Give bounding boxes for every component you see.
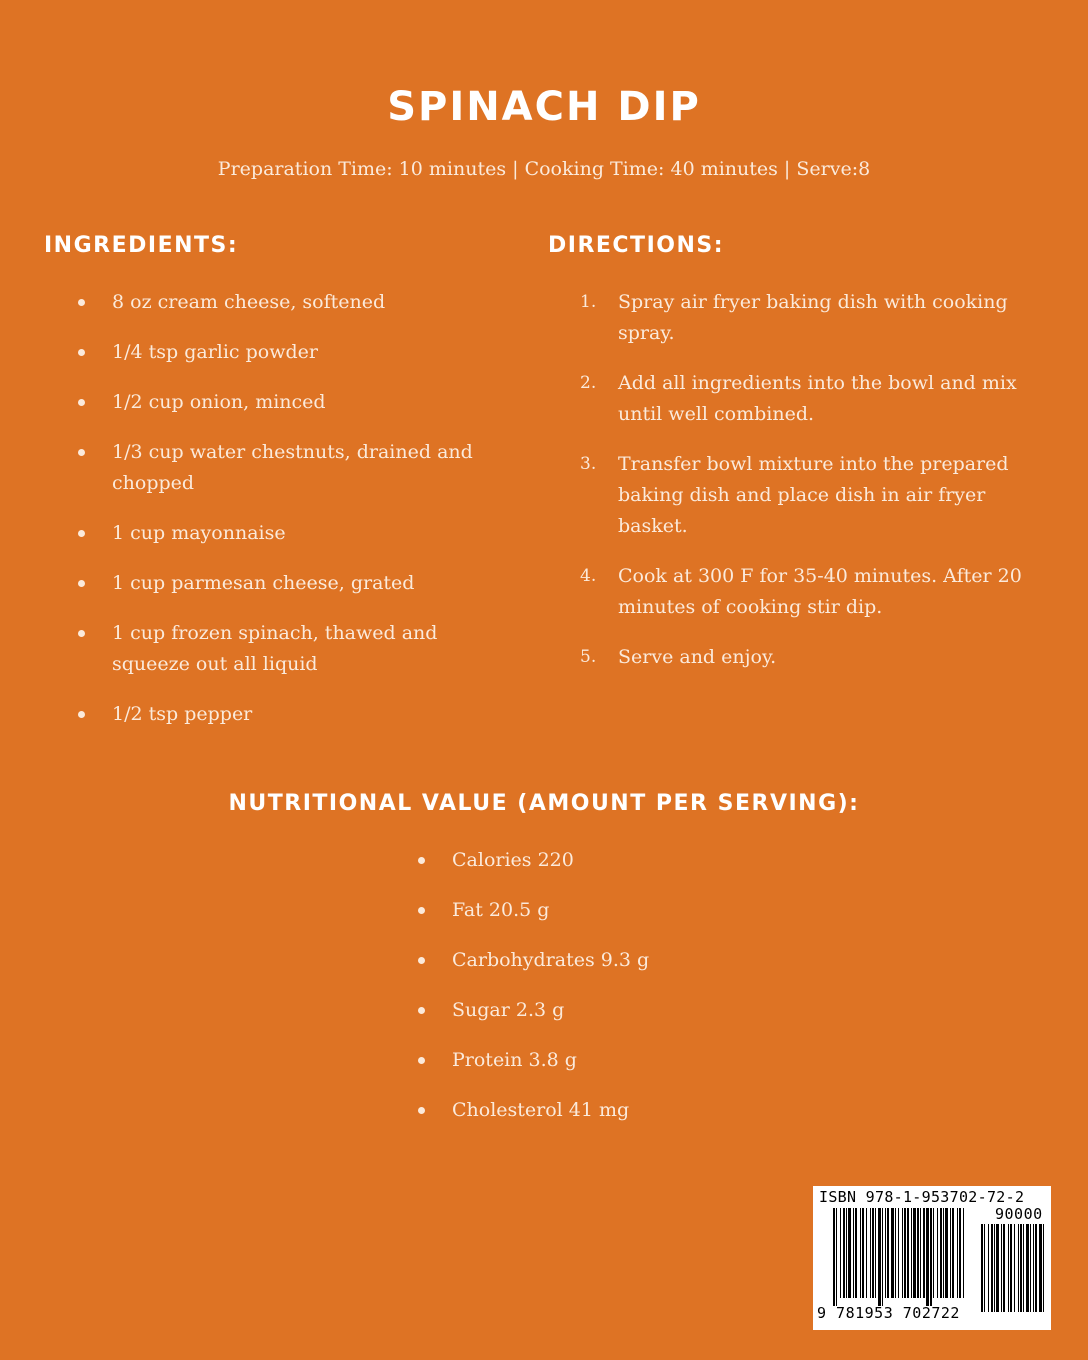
ingredient-item: 1/4 tsp garlic powder [74, 337, 514, 368]
barcode-bar [878, 1208, 881, 1306]
step-number: 5. [580, 647, 597, 667]
barcode-bar [911, 1208, 912, 1298]
direction-step [580, 368, 1030, 430]
barcode-bar [862, 1208, 864, 1298]
directions-heading: DIRECTIONS: [548, 233, 725, 258]
barcode-bar [1026, 1224, 1029, 1312]
nutrition-item: Fat 20.5 g [414, 895, 774, 926]
ingredient-item: 8 oz cream cheese, softened [74, 287, 514, 318]
barcode-bar [860, 1208, 861, 1298]
barcode-bar [1018, 1224, 1019, 1312]
barcode-bar [1020, 1224, 1022, 1312]
barcode-bar [872, 1208, 874, 1298]
barcode-bar [923, 1208, 925, 1298]
barcode-bar [988, 1224, 989, 1312]
barcode-bar [940, 1208, 942, 1298]
barcode-bar [836, 1208, 837, 1306]
direction-step [580, 642, 1030, 673]
barcode-bar [1010, 1224, 1012, 1312]
barcode-bar [898, 1208, 899, 1298]
barcode-bar [891, 1208, 894, 1298]
barcode-bar [984, 1224, 985, 1312]
ingredients-heading: INGREDIENTS: [44, 233, 239, 258]
step-text: Transfer bowl mixture into the prepared baking dish and place dish in air fryer basket. [618, 453, 1009, 537]
isbn-barcode [813, 1186, 1051, 1330]
step-number: 4. [580, 566, 597, 586]
barcode-bar [846, 1208, 847, 1298]
barcode-bar [950, 1208, 951, 1298]
barcode-bar [866, 1208, 867, 1298]
barcode-bar [855, 1208, 857, 1298]
barcode-bar [920, 1208, 921, 1298]
barcode-bar [853, 1208, 854, 1298]
barcode-bar [994, 1224, 995, 1312]
direction-step [580, 287, 1030, 349]
barcode-bar [1003, 1224, 1005, 1312]
ingredients-list [74, 287, 514, 749]
barcode-bar [952, 1208, 954, 1298]
step-text: Add all ingredients into the bowl and mix until well combined. [618, 372, 1017, 425]
ingredient-item: 1/3 cup water chestnuts, drained and chopped [74, 437, 514, 499]
barcode-bar [1014, 1224, 1015, 1312]
barcode-bar [882, 1208, 883, 1306]
barcode-bar [945, 1208, 948, 1298]
barcode-bar [902, 1208, 903, 1298]
barcode-bar [926, 1208, 929, 1306]
ingredient-item: 1/2 tsp pepper [74, 699, 514, 730]
nutrition-item: Sugar 2.3 g [414, 995, 774, 1026]
barcode-bar [904, 1208, 906, 1298]
nutrition-item: Carbohydrates 9.3 g [414, 945, 774, 976]
barcode-bar [1030, 1224, 1031, 1312]
nutrition-item: Calories 220 [414, 845, 774, 876]
nutrition-list [414, 845, 774, 1145]
barcode-bar [887, 1208, 889, 1298]
direction-step [580, 449, 1030, 542]
nutrition-item: Cholesterol 41 mg [414, 1095, 774, 1126]
barcode-bar [963, 1208, 964, 1298]
barcode-bar [959, 1208, 961, 1298]
ingredient-item: 1 cup frozen spinach, thawed and squeeze out all liquid [74, 618, 514, 680]
barcode-bar [870, 1208, 871, 1298]
barcode-bar [991, 1224, 993, 1312]
barcode-bar [875, 1208, 876, 1298]
step-number: 1. [580, 292, 597, 312]
barcode-bar [848, 1208, 851, 1298]
step-number: 3. [580, 454, 597, 474]
nutrition-heading: NUTRITIONAL VALUE (AMOUNT PER SERVING): [228, 791, 860, 816]
barcode-bar [937, 1208, 938, 1298]
barcode-bar [833, 1208, 835, 1306]
barcode-bar [1039, 1224, 1042, 1312]
barcode-bar [930, 1208, 932, 1306]
step-text: Spray air fryer baking dish with cooking spray. [618, 291, 1008, 344]
barcode-bar [933, 1208, 934, 1298]
barcode-bar [1035, 1224, 1037, 1312]
ingredient-item: 1 cup mayonnaise [74, 518, 514, 549]
barcode-bar [996, 1224, 999, 1312]
barcode-bar [1001, 1224, 1002, 1312]
barcode-bar [917, 1208, 919, 1298]
step-text: Serve and enjoy. [618, 646, 777, 668]
step-number: 2. [580, 373, 597, 393]
barcode-bar [1033, 1224, 1034, 1312]
barcode-bar [1043, 1224, 1044, 1312]
price-code: 90000 [995, 1205, 1043, 1223]
barcode-bar [907, 1208, 909, 1298]
barcode-bar [943, 1208, 944, 1298]
barcode-digits: 9 781953 702722 [817, 1304, 960, 1322]
recipe-title: SPINACH DIP [387, 84, 701, 130]
ingredient-item: 1 cup parmesan cheese, grated [74, 568, 514, 599]
direction-step [580, 561, 1030, 623]
nutrition-item: Protein 3.8 g [414, 1045, 774, 1076]
isbn-number: ISBN 978-1-953702-72-2 [819, 1188, 1025, 1206]
barcode-bar [1023, 1224, 1024, 1312]
barcode-bar [913, 1208, 916, 1298]
barcode-bar [885, 1208, 886, 1298]
barcode-bar [957, 1208, 958, 1298]
barcode-bar [840, 1208, 841, 1298]
step-text: Cook at 300 F for 35-40 minutes. After 20 minutes of cooking stir dip. [618, 565, 1022, 618]
barcode-bar [843, 1208, 845, 1298]
ingredient-item: 1/2 cup onion, minced [74, 387, 514, 418]
barcode-bar [895, 1208, 896, 1298]
recipe-meta: Preparation Time: 10 minutes | Cooking Time: 40 minutes | Serve:8 [217, 158, 871, 180]
barcode-bar [981, 1224, 983, 1312]
directions-list [580, 287, 1030, 692]
barcode-bar [1008, 1224, 1009, 1312]
